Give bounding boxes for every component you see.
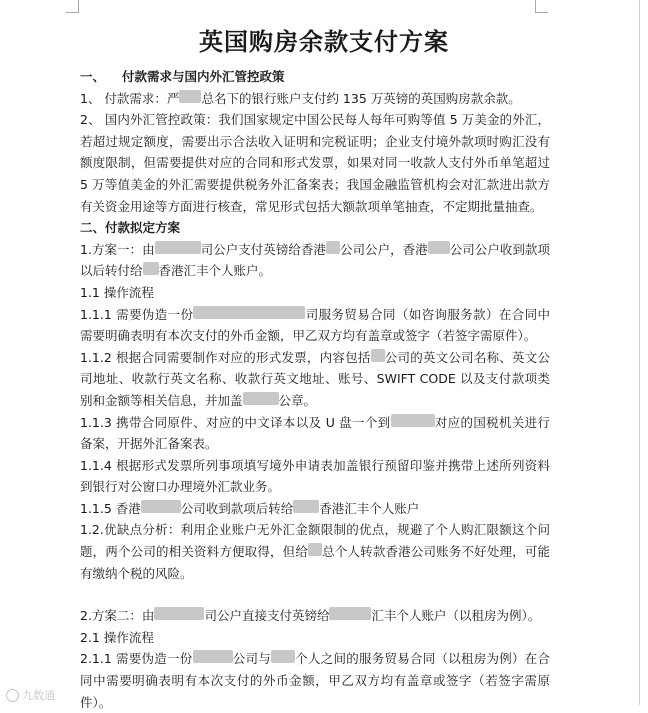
redaction (141, 500, 181, 513)
subheading-operation-flow-2: 2.1 操作流程 (80, 629, 154, 645)
document-title: 英国购房余款支付方案 (199, 28, 449, 56)
document-body (80, 66, 550, 713)
paragraph-1-1-5: 1.1.5 香港 公司收到款项后转给 香港汇丰个人账户 (80, 500, 420, 516)
redaction (154, 607, 204, 620)
section-heading-text: 付款需求与国内外汇管控政策 (122, 69, 285, 84)
redaction (243, 392, 279, 405)
section-heading-1 (80, 66, 550, 88)
redaction (308, 543, 322, 556)
redaction (271, 650, 295, 663)
redaction (179, 90, 201, 103)
redaction (193, 306, 305, 319)
redaction (329, 607, 371, 620)
paragraph-plan-two: 2.方案二：由 司公户直接支付英镑给 汇丰个人账户（以租房为例）。 (80, 608, 541, 624)
paragraph-1-1-2: 1.1.2 根据合同需要制作对应的形式发票，内容包括 公司的英文公司名称、英文公司地址、收款行英文名称、收款行英文地址、账号、SWIFT CODE 以及支付款项类别和金额等相关信息，并加盖 公章。 (80, 349, 550, 408)
page-corner-mark-left (66, 0, 79, 13)
watermark (6, 687, 55, 703)
redaction (143, 262, 159, 275)
paragraph-forex-policy: 2、 国内外汇管控政策：我们国家规定中国公民每人每年可购等值 5 万美金的外汇，若超过规定额度，需要出示合法收入证明和完税证明；企业支付境外款项时购汇没有额度限制，但需要提供对应的合同和形式发票，如果对同一收款人支付外币单笔超过 5 万等值美金的外汇需要提供税务外汇备案表；我国金融监管机构会对汇款进出款方有关资金用途等方面进行核查，常见形式包括大额款项单笔抽查，不定期批量抽查。 (80, 112, 550, 214)
paragraph-pros-cons: 1.2.优缺点分析：利用企业账户无外汇金额限制的优点，规避了个人购汇限额这个问题，两个公司的相关资料方便取得，但给 总个人转款香港公司账务不好处理，可能有缴纳个税的风险。 (80, 522, 550, 581)
redaction (155, 241, 201, 254)
subheading-operation-flow: 1.1 操作流程 (80, 284, 154, 300)
paragraph-1-1-3: 1.1.3 携带合同原件、对应的中文译本以及 U 盘一个到 对应的国税机关进行备案，开据外汇备案表。 (80, 414, 550, 452)
redaction (193, 650, 233, 663)
redaction (428, 241, 450, 254)
paragraph-plan-one: 1.方案一：由 司公户支付英镑给香港 公司公户，香港 公司公户收到款项以后转付给 香港汇丰个人账户。 (80, 241, 550, 279)
paragraph-1-1-4: 1.1.4 根据形式发票所列事项填写境外申请表加盖银行预留印鉴并携带上述所列资料到银行对公窗口办理境外汇款业务。 (80, 457, 550, 495)
watermark-logo-icon (6, 689, 19, 702)
paragraph-1-1-1: 1.1.1 需要伪造一份 司服务贸易合同（如咨询服务款）在合同中需要明确表明有本次支付的外币金额，甲乙双方均有盖章或签字（若签字需原件）。 (80, 306, 550, 344)
paragraph-2-1-1: 2.1.1 需要伪造一份 公司与 个人之间的服务贸易合同（以租房为例）在合同中需要明确表明有本次支付的外币金额，甲乙双方均有盖章或签字（若签字需原件）。 (80, 651, 550, 710)
section-number: 一、 (80, 69, 106, 84)
page-corner-mark-right (535, 0, 548, 13)
watermark-text: 九数通 (22, 689, 55, 702)
paragraph-payment-need: 1、 付款需求：严 总名下的银行账户支付约 135 万英镑的英国购房款余款。 (80, 90, 521, 106)
redaction (293, 500, 319, 513)
blank-line (80, 584, 550, 605)
page-edge (639, 0, 640, 705)
section-heading-2: 二、付款拟定方案 (80, 220, 181, 236)
redaction (371, 349, 385, 362)
redaction (326, 241, 340, 254)
redaction (391, 414, 435, 427)
